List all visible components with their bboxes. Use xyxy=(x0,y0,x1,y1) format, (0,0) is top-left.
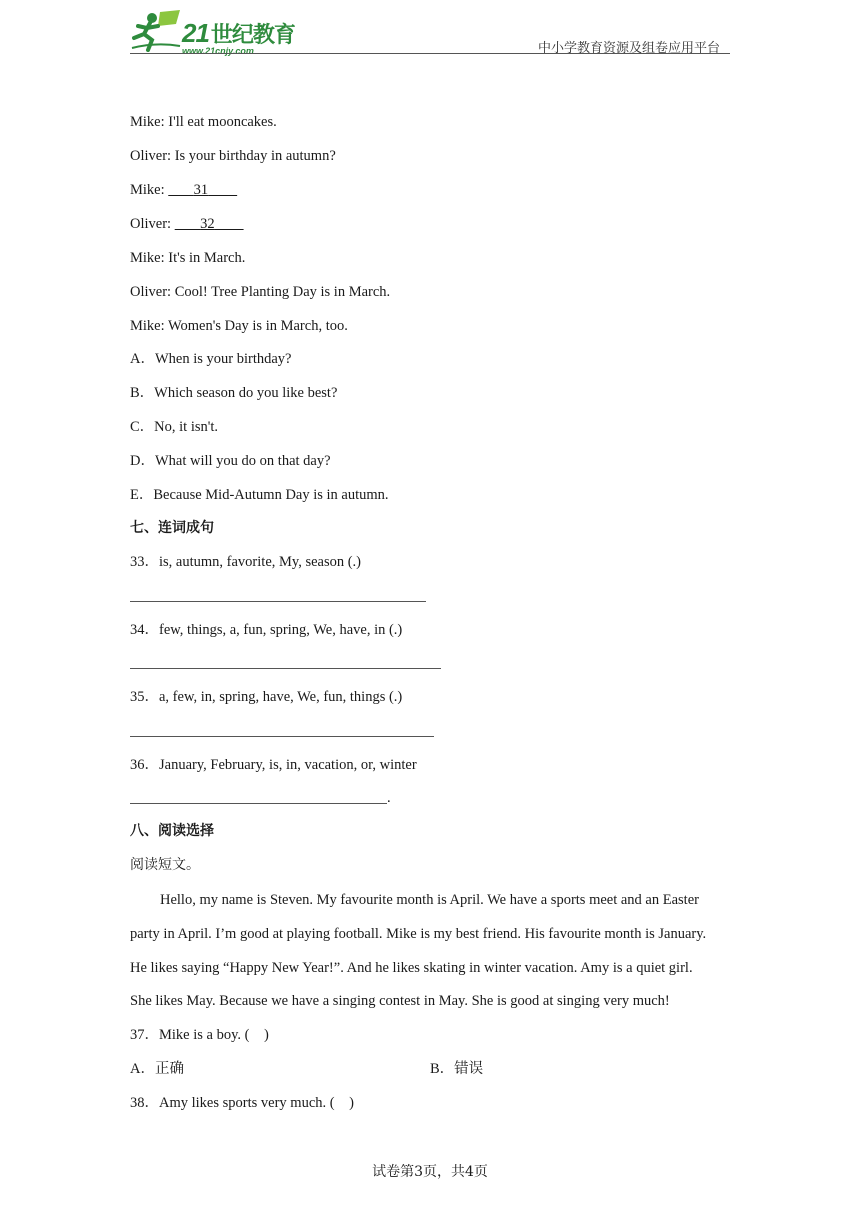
logo-url: www.21cnjy.com xyxy=(182,46,254,56)
answer-line-35[interactable] xyxy=(130,736,434,737)
section-heading: 七、连词成句 xyxy=(130,520,214,536)
logo-wordmark: 21世纪教育 xyxy=(182,18,295,48)
speaker: Oliver: xyxy=(130,216,175,232)
blank-32-line xyxy=(130,215,244,233)
passage-line: She likes May. Because we have a singing contest in May. She is good at singing very much! xyxy=(130,993,670,1009)
answer-line-36[interactable] xyxy=(130,803,387,804)
option-a: A．When is your birthday? xyxy=(130,351,292,367)
question-35: 35．a, few, in, spring, have, We, fun, things (.) xyxy=(130,689,403,705)
blank-31-line xyxy=(130,181,237,199)
runner-logo-icon xyxy=(130,8,182,52)
option-b: B．Which season do you like best? xyxy=(130,385,338,401)
dialog-line: Oliver: Is your birthday in autumn? xyxy=(130,148,336,164)
question-34: 34．few, things, a, fun, spring, We, have, in (.) xyxy=(130,622,403,638)
choice-true[interactable]: A．正确 xyxy=(130,1061,184,1077)
option-c: C．No, it isn't. xyxy=(130,419,219,435)
page-footer: 试卷第3页，共4页 xyxy=(372,1164,488,1180)
dialog-line: Mike: Women's Day is in March, too. xyxy=(130,318,348,334)
blank-32[interactable]: 32 xyxy=(200,216,215,232)
question-37: 37．Mike is a boy. ( ) xyxy=(130,1027,269,1043)
section-heading: 八、阅读选择 xyxy=(130,823,214,839)
answer-line-34[interactable] xyxy=(130,668,441,669)
option-e: E．Because Mid-Autumn Day is in autumn. xyxy=(130,487,389,503)
dialog-line: Mike: It's in March. xyxy=(130,250,246,266)
dialog-line: Oliver: Cool! Tree Planting Day is in March. xyxy=(130,284,391,300)
dialog-line: Mike: I'll eat mooncakes. xyxy=(130,114,277,130)
passage-line: He likes saying “Happy New Year!”. And he likes skating in winter vacation. Amy is a quiet girl. xyxy=(130,960,693,976)
question-38: 38．Amy likes sports very much. ( ) xyxy=(130,1095,354,1111)
speaker: Mike: xyxy=(130,182,169,198)
option-d: D．What will you do on that day? xyxy=(130,453,331,469)
instruction: 阅读短文。 xyxy=(130,857,200,873)
question-36: 36．January, February, is, in, vacation, or, winter xyxy=(130,757,417,773)
blank-31[interactable]: 31 xyxy=(193,182,209,198)
answer-line-33[interactable] xyxy=(130,601,426,602)
choice-false[interactable]: B．错误 xyxy=(430,1061,484,1077)
header-divider xyxy=(130,53,730,54)
page-header xyxy=(130,0,730,56)
passage-line: Hello, my name is Steven. My favourite month is April. We have a sports meet and an Easter xyxy=(160,892,699,908)
logo xyxy=(130,8,300,56)
passage-line: party in April. I’m good at playing football. Mike is my best friend. His favourite month is January. xyxy=(130,926,707,942)
platform-name: 中小学教育资源及组卷应用平台 xyxy=(537,41,720,56)
answer-end-period: . xyxy=(387,790,391,806)
question-33: 33．is, autumn, favorite, My, season (.) xyxy=(130,554,362,570)
